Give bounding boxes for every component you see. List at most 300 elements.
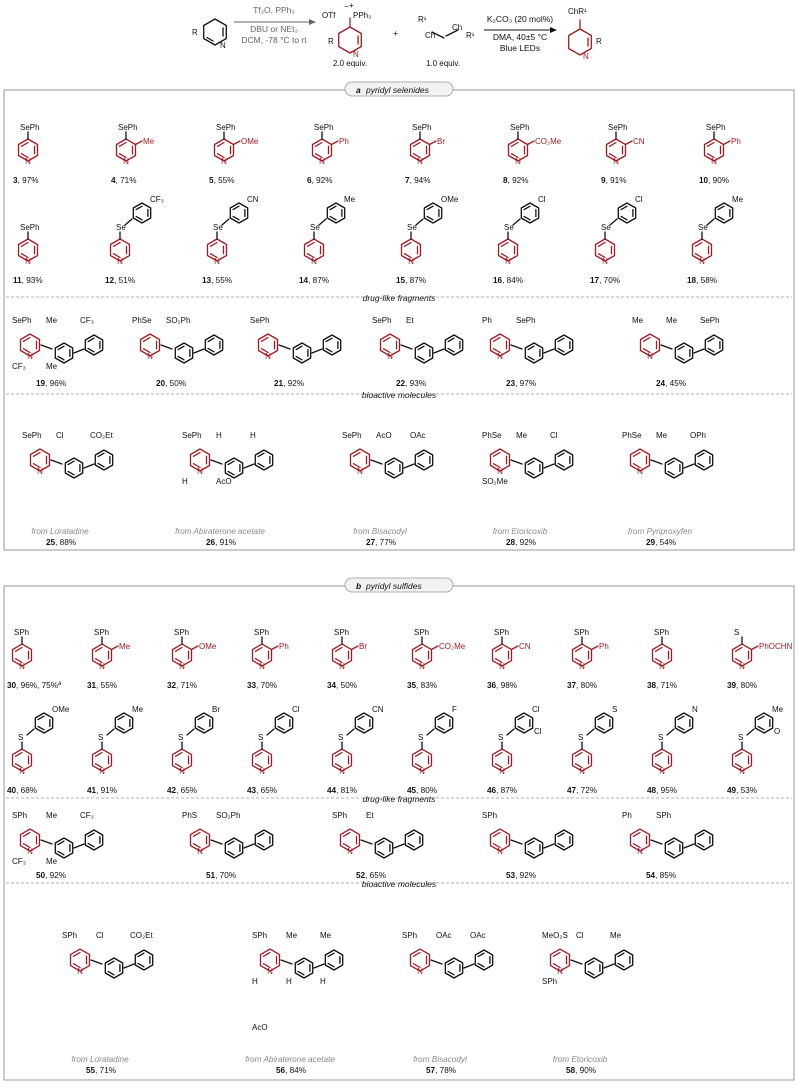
- ring-substituent: CO₂Me: [439, 642, 466, 651]
- chalcogen-label: S: [18, 733, 24, 742]
- compound-yield: , 45%: [665, 379, 687, 388]
- compound-yield: , 50%: [336, 681, 358, 690]
- compound-yield: , 98%: [496, 681, 518, 690]
- compound-number: 36: [487, 681, 497, 690]
- bond: [432, 646, 439, 650]
- ring-nitrogen: N: [579, 662, 585, 671]
- compound-yield: , 92%: [45, 871, 67, 880]
- compound-caption: [426, 1066, 456, 1075]
- ring-double-bond: [558, 338, 564, 341]
- compound-yield: , 78%: [435, 1066, 457, 1075]
- compound-yield: , 77%: [375, 538, 397, 547]
- ring-nitrogen: N: [25, 257, 31, 266]
- compound-number: 32: [167, 681, 177, 690]
- bond: [512, 646, 519, 650]
- compound-number: 50: [36, 871, 46, 880]
- ring-double-bond: [478, 953, 484, 956]
- compound-50: [12, 811, 103, 880]
- bond: [427, 729, 434, 735]
- ring-nitrogen: N: [497, 467, 503, 476]
- compound-yield: , 80%: [576, 681, 598, 690]
- section-b-drug-header: drug-like fragments: [362, 794, 436, 804]
- compound-number: 44: [327, 786, 337, 795]
- bond: [416, 219, 423, 225]
- compound-58: [542, 931, 633, 1075]
- compound-number: 55: [86, 1066, 96, 1075]
- compound-caption: [646, 871, 676, 880]
- chalcogen-label: SPh: [574, 628, 590, 637]
- compound-caption: [503, 176, 529, 185]
- ring-double-bond: [576, 753, 583, 757]
- compound-number: 27: [366, 538, 376, 547]
- compound-number: 16: [493, 276, 503, 285]
- ring-nitrogen: N: [221, 157, 227, 166]
- chalcogen-label: SPh: [14, 628, 30, 637]
- ring-nitrogen: N: [267, 967, 273, 976]
- aryl-substituent: Me: [732, 195, 744, 204]
- ring-double-bond: [634, 453, 641, 457]
- chalcogen-label: SePh: [608, 123, 628, 132]
- structure-label: SPh: [332, 811, 348, 820]
- compound-56: [245, 931, 343, 1075]
- ring-double-bond: [58, 841, 64, 844]
- ring-double-bond: [136, 216, 142, 219]
- ring-nitrogen: N: [711, 157, 717, 166]
- ring-substituent: OMe: [199, 642, 217, 651]
- otf-label: OTf: [322, 11, 336, 20]
- bond: [91, 960, 102, 964]
- compound-yield: , 72%: [576, 786, 598, 795]
- compound-number: 9: [601, 176, 606, 185]
- compound-caption: [111, 176, 137, 185]
- structure-label: OAc: [410, 431, 426, 440]
- compound-caption: [396, 276, 426, 285]
- ring-nitrogen: N: [647, 352, 653, 361]
- ring-substituent: OMe: [241, 137, 259, 146]
- structure-label: Me: [610, 931, 622, 940]
- compound-number: 58: [566, 1066, 576, 1075]
- ring-double-bond: [258, 453, 264, 456]
- structure-label: SPh: [12, 811, 28, 820]
- charge-minus: −: [344, 2, 349, 11]
- ring-double-bond: [176, 753, 183, 757]
- aryl-substituent: Cl: [635, 195, 643, 204]
- ring-double-bond: [194, 833, 201, 837]
- bond: [244, 464, 254, 468]
- structure-label: Me: [286, 931, 298, 940]
- ring-nitrogen: N: [557, 967, 563, 976]
- compound-number: 3: [13, 176, 18, 185]
- ring-double-bond: [668, 841, 674, 844]
- compound-yield: , 55%: [96, 681, 118, 690]
- compound-22: [372, 316, 463, 388]
- ring-double-bond: [610, 143, 617, 147]
- ring-double-bond: [418, 346, 424, 349]
- ring-double-bond: [427, 206, 433, 209]
- ring-nitrogen: N: [497, 847, 503, 856]
- ring-double-bond: [88, 348, 94, 351]
- compound-caption: [366, 538, 396, 547]
- structure-label: H: [320, 977, 326, 986]
- ring-double-bond: [554, 953, 561, 957]
- bond: [41, 345, 52, 349]
- compound-number: 49: [727, 786, 737, 795]
- ring-double-bond: [296, 356, 302, 359]
- bond: [404, 464, 414, 468]
- ring-double-bond: [528, 841, 534, 844]
- structure-label: Me: [666, 316, 678, 325]
- chalcogen-label: Se: [213, 223, 223, 232]
- ring-double-bond: [698, 463, 704, 466]
- structure-label: Et: [366, 811, 374, 820]
- ring-double-bond: [24, 833, 31, 837]
- ring-double-bond: [478, 963, 484, 966]
- structure-label: SO₂Ph: [166, 316, 191, 325]
- ring-nitrogen: N: [37, 467, 43, 476]
- bond: [544, 349, 554, 353]
- compound-24: [632, 316, 723, 388]
- r-label-2: R: [328, 37, 334, 46]
- compound-caption: [206, 538, 236, 547]
- r1-left: R¹: [418, 15, 427, 24]
- chalcogen-label: Se: [310, 223, 320, 232]
- compound-caption: [656, 379, 686, 388]
- bond: [511, 345, 522, 349]
- compound-caption: [307, 176, 333, 185]
- compound-32: [167, 628, 217, 690]
- compound-36: [487, 628, 531, 690]
- bond: [667, 729, 674, 735]
- compound-number: 6: [307, 176, 312, 185]
- compound-number: 12: [105, 276, 115, 285]
- bond: [279, 345, 290, 349]
- ring-double-bond: [736, 648, 743, 652]
- aryl-substituent: Me: [132, 705, 144, 714]
- compound-25: [22, 431, 113, 547]
- compound-number: 17: [590, 276, 600, 285]
- ring-nitrogen: N: [387, 352, 393, 361]
- compound-43: [247, 705, 300, 795]
- compound-number: 51: [206, 871, 216, 880]
- bond: [234, 141, 241, 145]
- ring-double-bond: [678, 346, 684, 349]
- chalcogen-label: S: [578, 733, 584, 742]
- bond: [125, 219, 132, 225]
- bond: [272, 646, 279, 650]
- ring-double-bond: [208, 348, 214, 351]
- ring-double-bond: [328, 953, 334, 956]
- compound-yield: , 85%: [655, 871, 677, 880]
- ring-double-bond: [256, 648, 263, 652]
- compound-number: 37: [567, 681, 577, 690]
- charge-plus: +: [349, 1, 354, 10]
- compound-number: 30: [7, 681, 17, 690]
- structure-label: CF₃: [12, 857, 26, 866]
- ring-double-bond: [528, 851, 534, 854]
- compound-number: 21: [274, 379, 284, 388]
- compound-yield: , 51%: [114, 276, 136, 285]
- compound-19: [12, 316, 103, 388]
- chalcogen-label: SPh: [254, 628, 270, 637]
- ring-double-bond: [668, 851, 674, 854]
- ring-nitrogen: N: [357, 467, 363, 476]
- ring-double-bond: [698, 833, 704, 836]
- ring-double-bond: [524, 206, 530, 209]
- bond: [192, 646, 199, 650]
- compound-number: 34: [327, 681, 337, 690]
- ring-nitrogen: N: [699, 257, 705, 266]
- compound-yield: , 97%: [17, 176, 39, 185]
- structure-label: Me: [46, 857, 58, 866]
- chalcogen-label: SePh: [314, 123, 334, 132]
- ring-double-bond: [58, 356, 64, 359]
- bond: [544, 844, 554, 848]
- compound-yield: , 70%: [215, 871, 237, 880]
- chalcogen-label: SePh: [118, 123, 138, 132]
- compound-number: 47: [567, 786, 577, 795]
- chalcogen-label: Se: [601, 223, 611, 232]
- compound-caption: [727, 681, 757, 690]
- compound-caption: [206, 871, 236, 880]
- chalcogen-label: Se: [407, 223, 417, 232]
- chalcogen-label: SePh: [20, 123, 40, 132]
- compound-yield: , 71%: [176, 681, 198, 690]
- ring-double-bond: [328, 963, 334, 966]
- structure-label: SePh: [12, 316, 32, 325]
- compound-yield: , 65%: [256, 786, 278, 795]
- compound-caption: [327, 681, 357, 690]
- ring-substituent: PhOCHN: [759, 642, 793, 651]
- structure-label: CO₂Et: [90, 431, 113, 440]
- ring-double-bond: [414, 953, 421, 957]
- compound-13: [202, 195, 259, 285]
- ring-double-bond: [256, 753, 263, 757]
- bond: [319, 219, 326, 225]
- compound-49: [727, 705, 784, 795]
- compound-caption: [687, 276, 717, 285]
- compound-38: [647, 628, 677, 690]
- ring-double-bond: [16, 753, 23, 757]
- ring-double-bond: [336, 753, 343, 757]
- bond: [684, 464, 694, 468]
- bond: [694, 349, 704, 353]
- chalcogen-label: SePh: [510, 123, 530, 132]
- bond: [587, 729, 594, 735]
- compound-yield: , 70%: [256, 681, 278, 690]
- structure-label: Me: [320, 931, 332, 940]
- ring-substituent: CO₂Me: [535, 137, 562, 146]
- bond: [51, 460, 62, 464]
- ring-nitrogen: N: [339, 662, 345, 671]
- ring-double-bond: [512, 143, 519, 147]
- ring-double-bond: [228, 471, 234, 474]
- bond: [610, 219, 617, 225]
- compound-21: [250, 316, 341, 388]
- bond: [507, 729, 514, 735]
- structure-label: H: [252, 977, 258, 986]
- ring-nitrogen: N: [319, 157, 325, 166]
- compound-4: [111, 123, 155, 185]
- compound-number: 46: [487, 786, 497, 795]
- bond: [352, 646, 359, 650]
- section-b-letter: b: [356, 581, 362, 591]
- compound-footnote: a: [57, 681, 62, 687]
- ring-double-bond: [618, 953, 624, 956]
- chalcogen-label: SePh: [216, 123, 236, 132]
- chalcogen-label: SPh: [654, 628, 670, 637]
- reaction-header: [192, 1, 602, 68]
- ring-nitrogen: N: [739, 662, 745, 671]
- source-drug: from Pyriproxyfen: [627, 527, 693, 536]
- compound-yield: , 92%: [311, 176, 333, 185]
- chalcogen-label: S: [178, 733, 184, 742]
- compound-48: [647, 705, 698, 795]
- ring-double-bond: [34, 453, 41, 457]
- chalcogen-label: SePh: [20, 223, 40, 232]
- bond: [267, 729, 274, 735]
- structure-label: PhSe: [622, 431, 642, 440]
- ring-double-bond: [708, 348, 714, 351]
- product-chr1: ChR¹: [568, 7, 587, 16]
- step1-cond-2: DBU or NEt₃: [250, 24, 298, 34]
- structure-label: SPh: [542, 977, 558, 986]
- compound-5: [209, 123, 259, 185]
- compound-37: [567, 628, 609, 690]
- ring-nitrogen: N: [739, 767, 745, 776]
- compound-30: [7, 628, 62, 690]
- step2-cond-1: K₂CO₃ (20 mol%): [486, 14, 554, 24]
- ring-double-bond: [558, 843, 564, 846]
- chalcogen-label: S: [98, 733, 104, 742]
- aryl-substituent: Cl: [538, 195, 546, 204]
- product-pyridine: [569, 20, 592, 61]
- bond: [74, 844, 84, 848]
- ring-double-bond: [678, 356, 684, 359]
- ring-double-bond: [88, 338, 94, 341]
- chalcogen-label: SePh: [412, 123, 432, 132]
- ring-nitrogen: N: [339, 767, 345, 776]
- source-drug: from Etoricoxib: [552, 1055, 608, 1064]
- ring-nitrogen: N: [117, 257, 123, 266]
- bond: [431, 960, 442, 964]
- compound-54: [622, 811, 713, 880]
- ring-double-bond: [298, 971, 304, 974]
- chalcogen-label: Se: [116, 223, 126, 232]
- phosphonium-salt: [339, 18, 362, 59]
- compound-caption: [46, 538, 76, 547]
- section-b-bio-header: bioactive molecules: [361, 879, 437, 889]
- ring-double-bond: [98, 463, 104, 466]
- compound-20: [132, 316, 223, 388]
- bond: [752, 646, 759, 650]
- compound-40: [7, 705, 70, 795]
- compound-yield: , 92%: [283, 379, 305, 388]
- ring-double-bond: [634, 833, 641, 837]
- compound-yield: , 94%: [409, 176, 431, 185]
- compound-caption: [396, 379, 426, 388]
- bond: [27, 729, 34, 735]
- compound-caption: [274, 379, 304, 388]
- compound-number: 53: [506, 871, 516, 880]
- ring-double-bond: [408, 843, 414, 846]
- compound-yield: , 93%: [21, 276, 43, 285]
- ring-nitrogen: N: [19, 662, 25, 671]
- ring-nitrogen: N: [99, 662, 105, 671]
- ring-double-bond: [494, 338, 501, 342]
- ring-nitrogen: N: [613, 157, 619, 166]
- ring-double-bond: [496, 648, 503, 652]
- ring-double-bond: [438, 716, 444, 719]
- compound-yield: , 87%: [405, 276, 427, 285]
- structure-label: PhSe: [132, 316, 152, 325]
- compound-35: [407, 628, 466, 690]
- bond: [571, 960, 582, 964]
- ring-double-bond: [278, 716, 284, 719]
- compound-caption: [247, 786, 277, 795]
- ring-nitrogen: N: [637, 467, 643, 476]
- ring-double-bond: [405, 243, 412, 247]
- compound-caption: [506, 538, 536, 547]
- ring-double-bond: [644, 338, 651, 342]
- ring-double-bond: [718, 216, 724, 219]
- ring-double-bond: [211, 243, 218, 247]
- compound-55: [62, 931, 153, 1075]
- compound-number: 7: [405, 176, 410, 185]
- section-a-bio-header: bioactive molecules: [361, 390, 437, 400]
- section-b-title: pyridyl sulfides: [366, 581, 422, 591]
- ring-nitrogen: N: [515, 157, 521, 166]
- compound-57: [402, 931, 493, 1075]
- equiv-salt: 2.0 equiv.: [332, 59, 368, 68]
- bond: [651, 460, 662, 464]
- ring-double-bond: [518, 716, 524, 719]
- bond: [161, 345, 172, 349]
- ring-double-bond: [326, 348, 332, 351]
- structure-label: SPh: [252, 931, 268, 940]
- structure-label: SPh: [402, 931, 418, 940]
- ring-double-bond: [258, 843, 264, 846]
- bond: [724, 141, 731, 145]
- ring-double-bond: [228, 841, 234, 844]
- ring-double-bond: [656, 648, 663, 652]
- ring-nitrogen: N: [27, 847, 33, 856]
- ring-double-bond: [448, 338, 454, 341]
- ring-nitrogen: N: [259, 662, 265, 671]
- compound-number: 22: [396, 379, 406, 388]
- step2-cond-3: Blue LEDs: [499, 43, 541, 53]
- compound-number: 56: [276, 1066, 286, 1075]
- bond: [511, 840, 522, 844]
- ring-double-bond: [388, 461, 394, 464]
- structure-label: AcO: [216, 477, 232, 486]
- compound-yield: , 71%: [656, 681, 678, 690]
- compound-yield: , 92%: [507, 176, 529, 185]
- source-drug: from Loratadine: [31, 527, 89, 536]
- bond: [544, 464, 554, 468]
- chalcogen-label: S: [418, 733, 424, 742]
- ring-double-bond: [708, 338, 714, 341]
- ring-double-bond: [384, 338, 391, 342]
- plus-sign: +: [393, 28, 398, 38]
- ring-nitrogen: N: [147, 352, 153, 361]
- compound-number: 19: [36, 379, 46, 388]
- compound-number: 48: [647, 786, 657, 795]
- structure-label: Cl: [56, 431, 64, 440]
- ring-double-bond: [524, 216, 530, 219]
- bond: [361, 840, 372, 844]
- ring-double-bond: [336, 648, 343, 652]
- bond: [112, 646, 119, 650]
